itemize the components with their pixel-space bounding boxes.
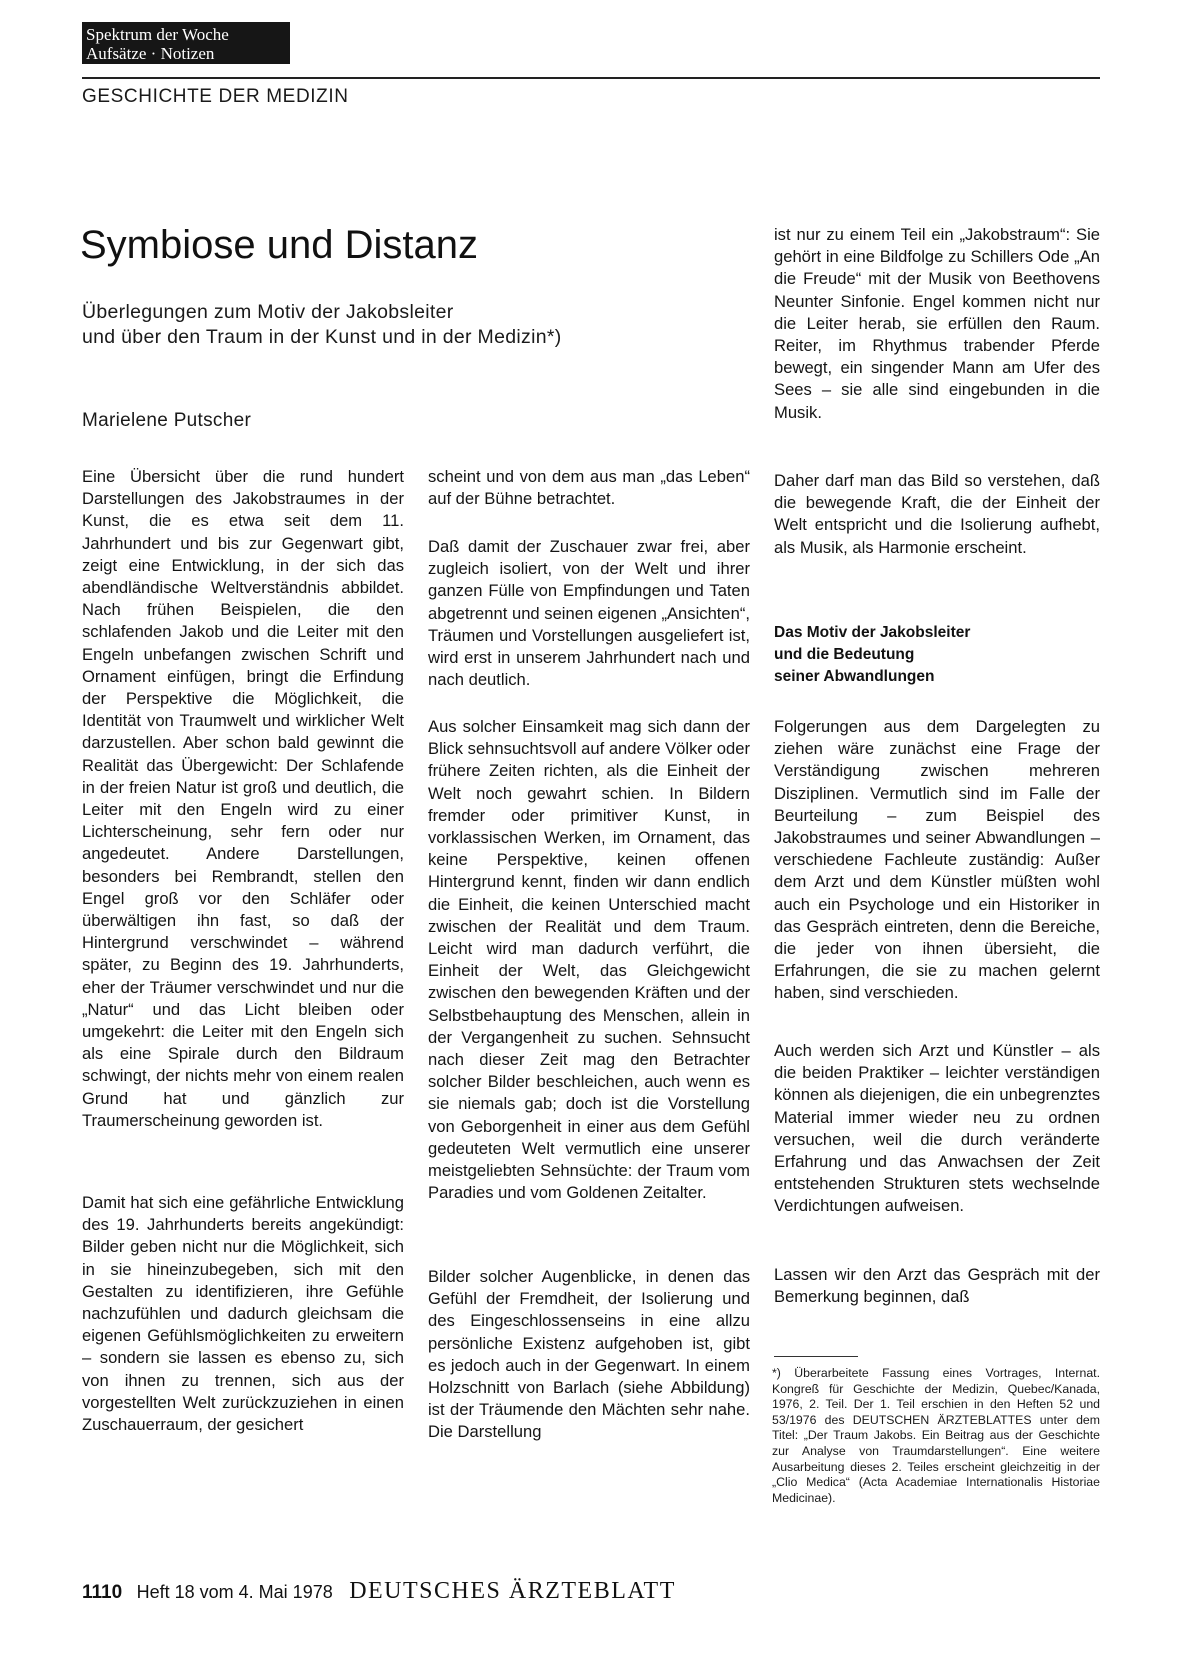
subheading-line-2: und die Bedeutung [774,646,915,663]
badge-line-2: Aufsätze · Notizen [86,44,215,63]
section-subheading [774,622,1100,688]
col3-paragraph-4: Auch werden sich Arzt und Künstler – als die beiden Praktiker – leichter verständigen können als diejenigen, die ein unbegrenztes Material immer wieder neu zu ordnen versuchen, weil die durch veränderte Erfahrung und das Anwachsen der Zeit entstehenden Strukturen stets wechselnde Verdichtungen aufweisen. [774,1041,1100,1216]
footnote: *) Überarbeitete Fassung eines Vortrages, Internat. Kongreß für Geschichte der Medizin, Quebec/Kanada, 1976, 2. Teil. Der 1. Teil erschien in den Heften 52 und 53/1976 des DEUTSCHEN ÄRZTEBLATTES unter dem Titel: „Der Traum Jakobs. Ein Beitrag aus der Geschichte zur Analyse von Traumdarstellungen“. Eine weitere Ausarbeitung dieses 2. Teiles erscheint gleichzeitig in der „Clio Medica“ (Acta Academiae Internationalis Historiae Medicinae). [772,1366,1100,1505]
page-number: 1110 [82,1582,123,1603]
article-subtitle [82,300,562,350]
top-rule [82,77,1100,79]
col1-paragraph-1: Eine Übersicht über die rund hundert Darstellungen des Jakobstraumes in der Kunst, die es etwa seit dem 11. Jahrhundert und bis zur Gegenwart gibt, zeigt eine Entwicklung, in der sich das abendländische Weltverständnis abbildet. Nach frühen Beispielen, die den schlafenden Jakob und die Leiter mit den Engeln unbefangen zwischen Schrift und Ornament einfügen, bringt die Erfindung der Perspektive die Möglichkeit, die Identität von Traumwelt und wirklicher Welt darzustellen. Aber schon bald gewinnt die Realität das Übergewicht: Der Schlafende in der freien Natur ist groß und deutlich, die Leiter mit den Engeln wird zu einer Lichterscheinung, sehr fern oder nur angedeutet. Andere Darstellungen, besonders bei Rembrandt, stellen den Engel groß vor den Schläfer oder überwältigen ihn fast, so daß der Hintergrund verschwindet – während später, zu Beginn des 19. Jahrhunderts, eher der Träumer verschwindet und nur die „Natur“ und das Licht bleiben oder umgekehrt: die Leiter mit den Engeln sich als eine Spirale durch den Bildraum schwingt, der nichts mehr von einem realen Grund hat und gänzlich zur Traumerscheinung geworden ist. [82,467,404,1130]
col2-paragraph-2: Daß damit der Zuschauer zwar frei, aber zugleich isoliert, von der Welt und ihrer ganzen Fülle von Empfindungen und Taten abgetrennt und seinen eigenen „Ansichten“, Träumen und Vorstellungen ausgeliefert ist, wird erst in unserem Jahrhundert nach und nach deutlich. [428,537,750,690]
col3-paragraph-1: ist nur zu einem Teil ein „Jakobstraum“: Sie gehört in eine Bildfolge zu Schillers Ode „An die Freude“ mit der Musik von Beethovens Neunter Sinfonie. Engel kommen nicht nur die Leiter herab, sie erfüllen den Raum. Reiter, im Rhythmus trabender Pferde bewegt, ein singender Mann am Ufer des Sees – sie alle sind eingebunden in die Musik. [774,225,1100,422]
section-badge [82,22,290,64]
subheading-line-3: seiner Abwandlungen [774,668,935,685]
subtitle-line-2: und über den Traum in der Kunst und in der Medizin*) [82,326,562,348]
col3-paragraph-2: Daher darf man das Bild so verstehen, daß die bewegende Kraft, die der Einheit der Welt entspricht und die Isolierung aufhebt, als Musik, als Harmonie erscheint. [774,471,1100,557]
subtitle-line-1: Überlegungen zum Motiv der Jakobsleiter [82,301,454,323]
journal-name: DEUTSCHES ÄRZTEBLATT [349,1578,676,1604]
article-title: Symbiose und Distanz [80,223,478,267]
col3-paragraph-3: Folgerungen aus dem Dargelegten zu ziehen wäre zunächst eine Frage der Verständigung zwischen mehreren Disziplinen. Vermutlich sind im Falle der Beurteilung – zum Beispiel des Jakobstraumes und seiner Abwandlungen – verschiedene Fachleute zuständig: Außer dem Arzt und dem Künstler müßten wohl auch ein Psychologe und ein Historiker in das Gespräch eintreten, denn die Bereiche, die jeder von ihnen übersieht, die Erfahrungen, die sie zu machen gelernt haben, sind verschieden. [774,717,1100,1003]
badge-line-1: Spektrum der Woche [86,25,229,44]
col2-paragraph-3: Aus solcher Einsamkeit mag sich dann der Blick sehnsuchtsvoll auf andere Völker oder frühere Zeiten richten, als die Einheit der Welt noch gewahrt schien. In Bildern fremder oder primitiver Kunst, in vorklassischen Werken, im Ornament, das keine Perspektive, keinen offenen Hintergrund kennt, finden wir dann endlich die Einheit, die keinen Unterschied macht zwischen der Realität und dem Traum. Leicht wird man dadurch verführt, die Einheit der Welt, das Gleichgewicht zwischen den bewegenden Kräften und der Selbstbehauptung des Menschen, allein in der Vergangenheit zu suchen. Sehnsucht nach dieser Zeit mag den Betrachter solcher Bilder beschleichen, auch wenn es sie niemals gab; doch ist die Vorstellung von Geborgenheit in einer aus dem Gefühl gedeuteten Welt vermutlich eine unserer meistgeliebten Sehnsüchte: der Traum vom Paradies und vom Goldenen Zeitalter. [428,717,750,1203]
page-footer [82,1578,676,1605]
section-label: GESCHICHTE DER MEDIZIN [82,86,349,107]
col2-paragraph-4: Bilder solcher Augenblicke, in denen das Gefühl der Fremdheit, der Isolierung und des Eingeschlossenseins in eine allzu persönliche Existenz aufgehoben ist, gibt es jedoch auch in der Gegenwart. In einem Holzschnitt von Barlach (siehe Abbildung) ist der Träumende den Mächten sehr nahe. Die Darstellung [428,1267,750,1442]
col1-paragraph-2: Damit hat sich eine gefährliche Entwicklung des 19. Jahrhunderts bereits angekündigt: Bilder geben nicht nur die Möglichkeit, sich in sie hineinzubegeben, sich mit den Gestalten zu identifizieren, ihre Gefühle nachzufühlen und dadurch gleichsam die eigenen Gefühlsmöglichkeiten zu erweitern – sondern sie lassen es ebenso zu, sich von ihnen zu trennen, sich aus der vorgestellten Welt zurückzuziehen in einen Zuschauerraum, der gesichert [82,1193,404,1435]
article-author: Marielene Putscher [82,410,252,431]
col2-paragraph-1: scheint und von dem aus man „das Leben“ auf der Bühne betrachtet. [428,467,750,509]
col3-paragraph-5: Lassen wir den Arzt das Gespräch mit der Bemerkung beginnen, daß [774,1265,1100,1307]
footnote-rule [774,1356,858,1357]
issue-info: Heft 18 vom 4. Mai 1978 [136,1582,333,1602]
subheading-line-1: Das Motiv der Jakobsleiter [774,624,971,641]
